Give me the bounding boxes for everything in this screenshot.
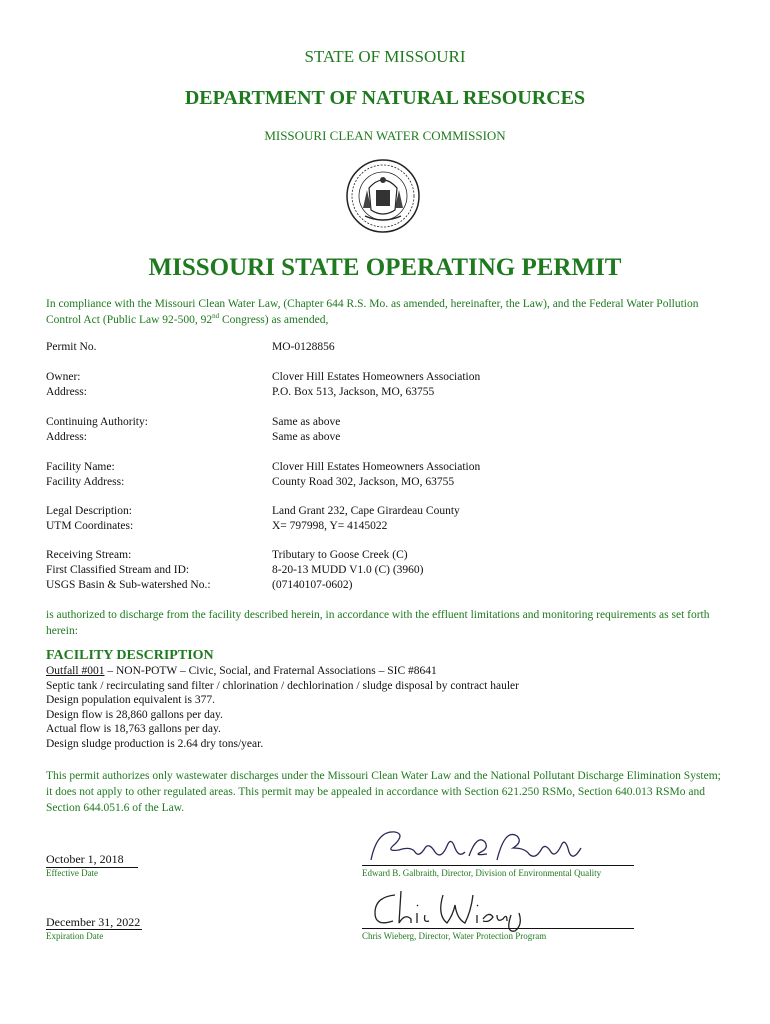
- expiration-date: December 31, 2022: [46, 915, 141, 929]
- signer2-caption: Chris Wieberg, Director, Water Protection Program: [362, 931, 547, 941]
- description-line: Design population equivalent is 377.: [46, 694, 215, 707]
- legal-description-value: Land Grant 232, Cape Girardeau County: [272, 505, 460, 517]
- first-classified-value: 8-20-13 MUDD V1.0 (C) (3960): [272, 564, 424, 576]
- ca-address-value: Same as above: [272, 431, 341, 443]
- facility-name-value: Clover Hill Estates Homeowners Association: [272, 461, 481, 473]
- signature-line-2: [362, 928, 634, 929]
- owner-value: Clover Hill Estates Homeowners Association: [272, 371, 481, 383]
- owner-address-value: P.O. Box 513, Jackson, MO, 63755: [272, 386, 435, 398]
- commission-heading: MISSOURI CLEAN WATER COMMISSION: [264, 128, 506, 143]
- expiration-date-label: Expiration Date: [46, 931, 104, 941]
- outfall-id: Outfall #001: [46, 665, 105, 677]
- description-line: Actual flow is 18,763 gallons per day.: [46, 723, 221, 736]
- expiration-date-line: [46, 929, 142, 930]
- facility-description-heading: FACILITY DESCRIPTION: [46, 648, 214, 663]
- description-line: Septic tank / recirculating sand filter / chlorination / dechlorination / sludge disposal by contract hauler: [46, 679, 519, 692]
- usgs-value: (07140107-0602): [272, 579, 353, 591]
- permit-title: MISSOURI STATE OPERATING PERMIT: [148, 254, 622, 281]
- effective-date: October 1, 2018: [46, 852, 138, 868]
- utm-value: X= 797998, Y= 4145022: [272, 520, 388, 532]
- compliance-statement: [46, 296, 726, 328]
- continuing-authority-value: Same as above: [272, 416, 341, 428]
- authorized-statement: is authorized to discharge from the facility described herein, in accordance with the effluent limitations and monitoring requirements as set forth herein:: [46, 609, 710, 637]
- ca-address-label: Address:: [46, 431, 87, 443]
- permit-no-label: Permit No.: [46, 341, 97, 353]
- state-seal-icon: [345, 158, 421, 234]
- facility-name-label: Facility Name:: [46, 461, 115, 473]
- compliance-superscript: nd: [212, 312, 220, 321]
- outfall-line: [46, 664, 726, 679]
- owner-label: Owner:: [46, 371, 81, 383]
- first-classified-label: First Classified Stream and ID:: [46, 564, 190, 576]
- usgs-label: USGS Basin & Sub-watershed No.:: [46, 579, 211, 591]
- utm-label: UTM Coordinates:: [46, 520, 134, 532]
- effective-date-label: Effective Date: [46, 868, 99, 878]
- facility-description-body: [46, 664, 726, 752]
- description-line: Design sludge production is 2.64 dry tons/year.: [46, 737, 264, 750]
- state-heading: STATE OF MISSOURI: [304, 47, 466, 66]
- signer1-caption: Edward B. Galbraith, Director, Division of Environmental Quality: [362, 868, 602, 878]
- receiving-stream-value: Tributary to Goose Creek (C): [272, 549, 408, 561]
- compliance-text: In compliance with the Missouri Clean Water Law, (Chapter 644 R.S. Mo. as amended, hereinafter, the Law), and the Federal Water Pollution Control Act (Public Law 92-500, 92: [46, 298, 699, 326]
- continuing-authority-label: Continuing Authority:: [46, 416, 148, 428]
- legal-description-label: Legal Description:: [46, 505, 132, 517]
- outfall-detail: – NON-POTW – Civic, Social, and Fraternal Associations – SIC #8641: [104, 665, 437, 677]
- permit-no-value: MO-0128856: [272, 341, 335, 353]
- compliance-text-end: Congress) as amended,: [219, 314, 329, 326]
- receiving-stream-label: Receiving Stream:: [46, 549, 132, 561]
- galbraith-signature-icon: [365, 822, 595, 868]
- authorization-statement: This permit authorizes only wastewater discharges under the Missouri Clean Water Law and the National Pollutant Discharge Elimination System; it does not apply to other regulated areas. This permit may be appealed in accordance with Section 621.250 RSMo, Section 640.013 RSMo and Section 644.051.6 of the Law.: [46, 770, 721, 814]
- description-line: Design flow is 28,860 gallons per day.: [46, 708, 223, 721]
- facility-address-value: County Road 302, Jackson, MO, 63755: [272, 476, 455, 488]
- signature-line-1: [362, 865, 634, 866]
- department-heading: DEPARTMENT OF NATURAL RESOURCES: [184, 87, 586, 109]
- owner-address-label: Address:: [46, 386, 87, 398]
- facility-address-label: Facility Address:: [46, 476, 125, 488]
